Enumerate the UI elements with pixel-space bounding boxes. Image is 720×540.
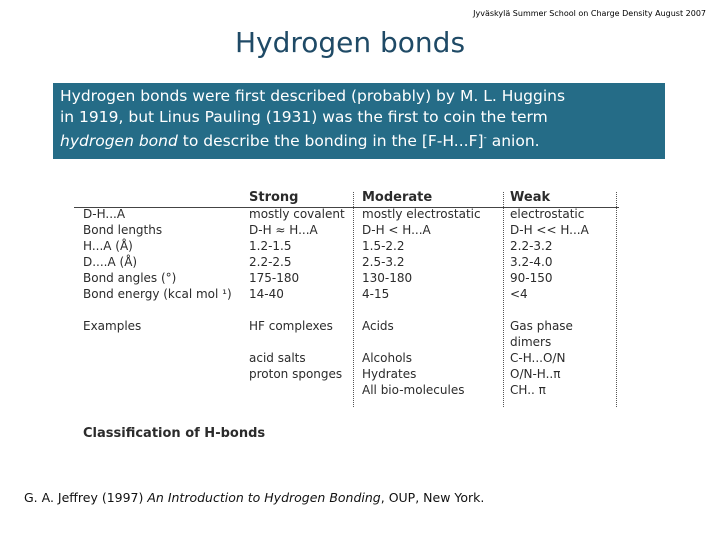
row-label bbox=[83, 334, 232, 350]
row-label-head bbox=[83, 190, 232, 206]
table-cell: D-H < H...A bbox=[362, 223, 431, 237]
table-cell bbox=[249, 334, 345, 350]
table-cell: mostly covalent bbox=[249, 207, 345, 221]
header-text: Jyväskylä Summer School on Charge Density August 2007 bbox=[473, 9, 706, 18]
table-cell: D-H ≈ H...A bbox=[249, 223, 318, 237]
classification-table bbox=[70, 190, 622, 410]
table-cell: Hydrates bbox=[362, 367, 417, 381]
table-cell: C-H...O/N bbox=[510, 351, 566, 365]
row-label: D-H...A bbox=[83, 207, 126, 221]
row-label: D....A (Å) bbox=[83, 255, 138, 269]
table-cell: 2.5-3.2 bbox=[362, 255, 405, 269]
table-cell: 90-150 bbox=[510, 271, 553, 285]
row-label bbox=[83, 398, 232, 414]
row-label: H...A (Å) bbox=[83, 239, 133, 253]
table-cell: 1.2-1.5 bbox=[249, 239, 292, 253]
row-label: Bond angles (°) bbox=[83, 271, 177, 285]
table-cell: Alcohols bbox=[362, 351, 413, 365]
intro-line-2: in 1919, but Linus Pauling (1931) was the first to coin the term bbox=[60, 108, 548, 126]
intro-line-1: Hydrogen bonds were first described (probably) by M. L. Huggins bbox=[60, 87, 566, 105]
table-cell bbox=[510, 302, 589, 318]
intro-box bbox=[53, 83, 665, 159]
table-cell: dimers bbox=[510, 335, 552, 349]
table-cell: proton sponges bbox=[249, 367, 343, 381]
citation-author: G. A. Jeffrey (1997) bbox=[24, 490, 148, 505]
intro-term: hydrogen bond bbox=[60, 132, 178, 151]
table-cell: Acids bbox=[362, 319, 394, 333]
table-cell: mostly electrostatic bbox=[362, 207, 481, 221]
table-cell: 14-40 bbox=[249, 287, 284, 301]
table-cell bbox=[362, 334, 481, 350]
intro-line-3-mid: to describe the bonding in the [F-H...F] bbox=[177, 132, 484, 151]
table-cell: Gas phase bbox=[510, 319, 573, 333]
row-label: Bond energy (kcal mol ¹) bbox=[83, 287, 232, 301]
column-heading-weak: Weak bbox=[510, 190, 551, 205]
citation-book-title: An Introduction to Hydrogen Bonding bbox=[147, 490, 381, 505]
table-cell: <4 bbox=[510, 287, 528, 301]
row-label: Examples bbox=[83, 319, 142, 333]
column-moderate bbox=[362, 190, 481, 414]
table-cell: 2.2-3.2 bbox=[510, 239, 553, 253]
table-cell: 175-180 bbox=[249, 271, 300, 285]
table-cell: D-H << H...A bbox=[510, 223, 589, 237]
intro-line-3 bbox=[60, 128, 665, 152]
row-label: Bond lengths bbox=[83, 223, 163, 237]
column-strong bbox=[249, 190, 345, 414]
row-label bbox=[83, 302, 232, 318]
row-label-column bbox=[83, 190, 232, 414]
intro-superscript: - bbox=[483, 133, 487, 143]
slide-title: Hydrogen bonds bbox=[234, 26, 466, 59]
row-label bbox=[83, 350, 232, 366]
table-cell bbox=[249, 302, 345, 318]
table-cell: 1.5-2.2 bbox=[362, 239, 405, 253]
table-caption: Classification of H-bonds bbox=[83, 426, 266, 441]
column-divider-2 bbox=[503, 192, 504, 407]
table-cell: 130-180 bbox=[362, 271, 413, 285]
citation bbox=[24, 490, 484, 505]
table-cell: O/N-H..π bbox=[510, 367, 561, 381]
intro-line-3-end: anion. bbox=[486, 132, 540, 151]
table-cell bbox=[362, 398, 481, 414]
table-cell: 2.2-2.5 bbox=[249, 255, 292, 269]
table-cell bbox=[510, 398, 589, 414]
table-cell bbox=[249, 382, 345, 398]
table-cell bbox=[249, 398, 345, 414]
citation-publisher: , OUP, New York. bbox=[380, 490, 485, 505]
column-heading-moderate: Moderate bbox=[362, 190, 433, 205]
table-cell: All bio-molecules bbox=[362, 383, 465, 397]
table-cell: HF complexes bbox=[249, 319, 333, 333]
table-cell: 4-15 bbox=[362, 287, 390, 301]
table-cell: acid salts bbox=[249, 351, 306, 365]
column-divider-1 bbox=[353, 192, 354, 407]
table-cell: CH.. π bbox=[510, 383, 546, 397]
column-heading-strong: Strong bbox=[249, 190, 299, 205]
column-weak bbox=[510, 190, 589, 414]
row-label bbox=[83, 382, 232, 398]
row-label bbox=[83, 366, 232, 382]
table-cell: 3.2-4.0 bbox=[510, 255, 553, 269]
table-cell bbox=[362, 302, 481, 318]
column-divider-3 bbox=[616, 192, 617, 407]
table-cell: electrostatic bbox=[510, 207, 585, 221]
